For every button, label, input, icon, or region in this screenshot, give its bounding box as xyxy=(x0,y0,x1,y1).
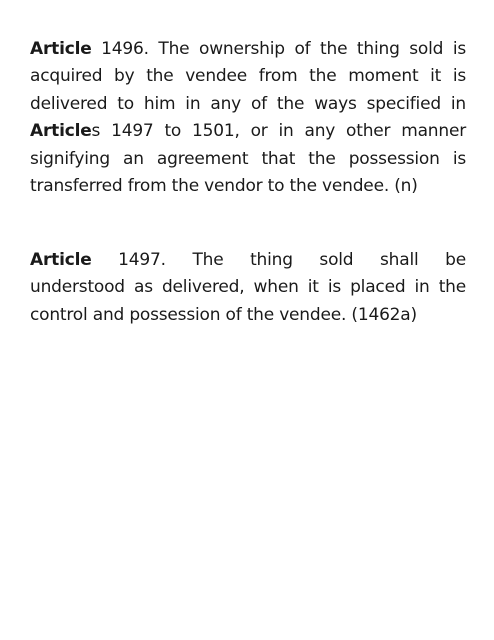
text-line xyxy=(30,36,466,63)
text-line xyxy=(30,91,466,118)
line-text: understood as delivered, when it is placed in the xyxy=(30,277,466,298)
text-line xyxy=(30,118,466,145)
line-text: acquired by the vendee from the moment it is xyxy=(30,66,466,87)
line-text: signifying an agreement that the possession is xyxy=(30,148,466,169)
line-text: 1496. The ownership of the thing sold is xyxy=(91,39,466,59)
line-text: control and possession of the vendee. (1462a) xyxy=(30,304,417,325)
article-label: Article xyxy=(30,250,92,270)
text-line xyxy=(30,247,466,274)
text-line xyxy=(30,302,466,329)
text-line xyxy=(30,274,466,301)
article-1496-paragraph xyxy=(30,36,466,200)
line-text: transferred from the vendor to the vendee. (n) xyxy=(30,175,418,196)
article-1497-paragraph xyxy=(30,247,466,329)
line-text: 1497. The thing sold shall be xyxy=(91,250,466,270)
text-line xyxy=(30,173,466,200)
text-line xyxy=(30,146,466,173)
article-label: Article xyxy=(30,39,92,59)
line-text: s 1497 to 1501, or in any other manner xyxy=(91,121,466,142)
line-text: delivered to him in any of the ways specified in xyxy=(30,93,466,114)
article-label: Article xyxy=(30,121,92,142)
text-line xyxy=(30,63,466,90)
